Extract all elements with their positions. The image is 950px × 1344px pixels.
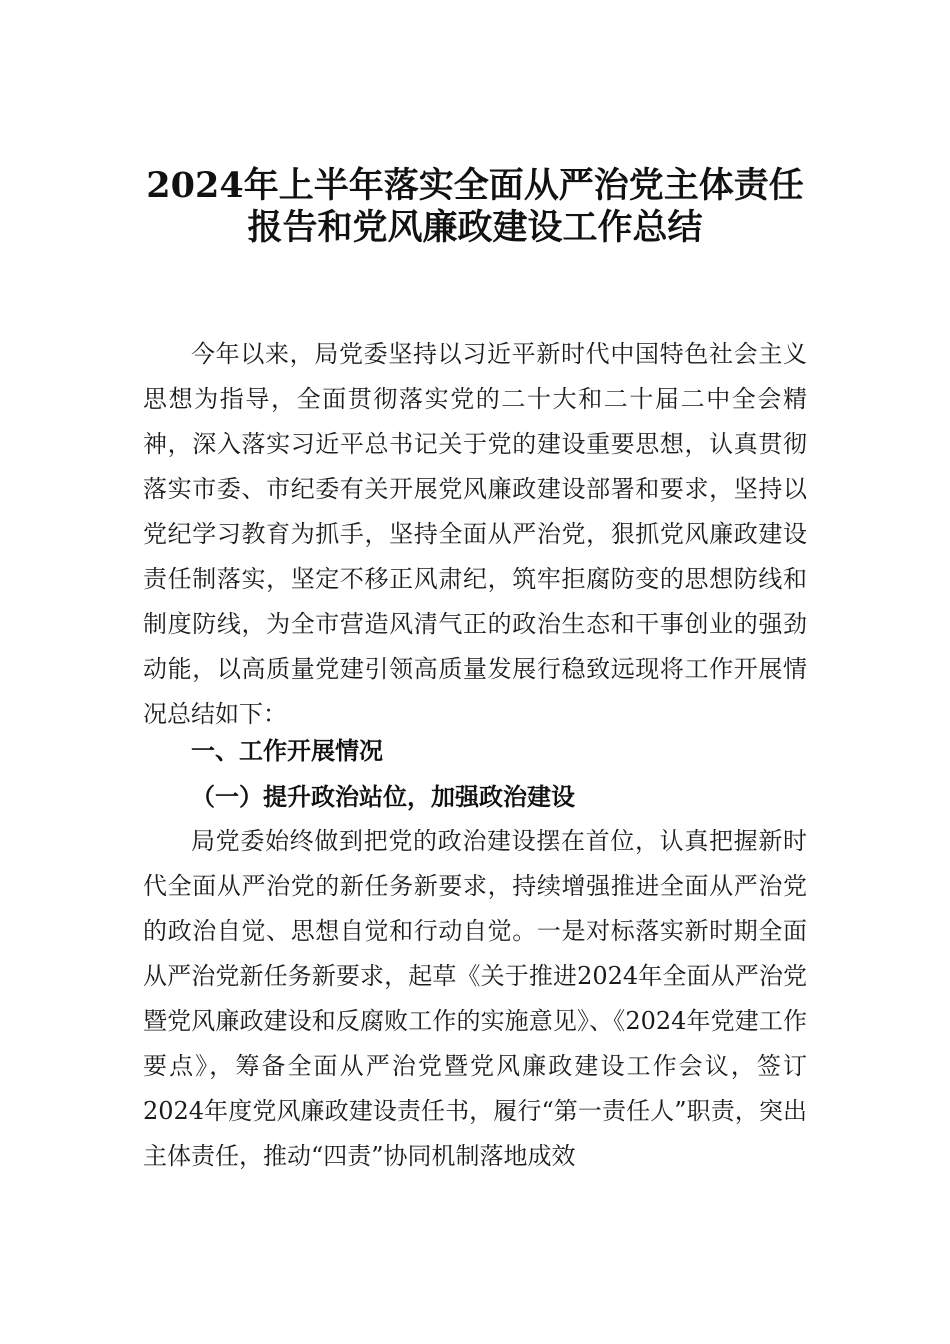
document-title-line-1: 2024年上半年落实全面从严治党主体责任	[146, 165, 804, 206]
section-heading-work-progress: 一、工作开展情况	[191, 737, 383, 765]
political-building-paragraph: 局党委始终做到把党的政治建设摆在首位，认真把握新时代全面从严治党的新任务新要求，持续增强推进全面从严治党的政治自觉、思想自觉和行动自觉。一是对标落实新时期全面从严治党新任务新要求，起草《关于推进2024年全面从严治党暨党风廉政建设和反腐败工作的实施意见》、《2024年党建工作要点》，筹备全面从严治党暨党风廉政建设工作会议，签订2024年度党风廉政建设责任书，履行“第一责任人”职责，突出主体责任，推动“四责”协同机制落地成效	[143, 827, 807, 1170]
document-title-line-2: 报告和党风廉政建设工作总结	[247, 207, 703, 248]
subsection-heading-political-building: （一）提升政治站位，加强政治建设	[191, 782, 575, 811]
intro-paragraph: 今年以来，局党委坚持以习近平新时代中国特色社会主义思想为指导，全面贯彻落实党的二十大和二十届二中全会精神，深入落实习近平总书记关于党的建设重要思想，认真贯彻落实市委、市纪委有关开展党风廉政建设部署和要求，坚持以党纪学习教育为抓手，坚持全面从严治党，狠抓党风廉政建设责任制落实，坚定不移正风肃纪，筑牢拒腐防变的思想防线和制度防线，为全市营造风清气正的政治生态和干事创业的强劲动能，以高质量党建引领高质量发展行稳致远现将工作开展情况总结如下：	[143, 340, 807, 728]
